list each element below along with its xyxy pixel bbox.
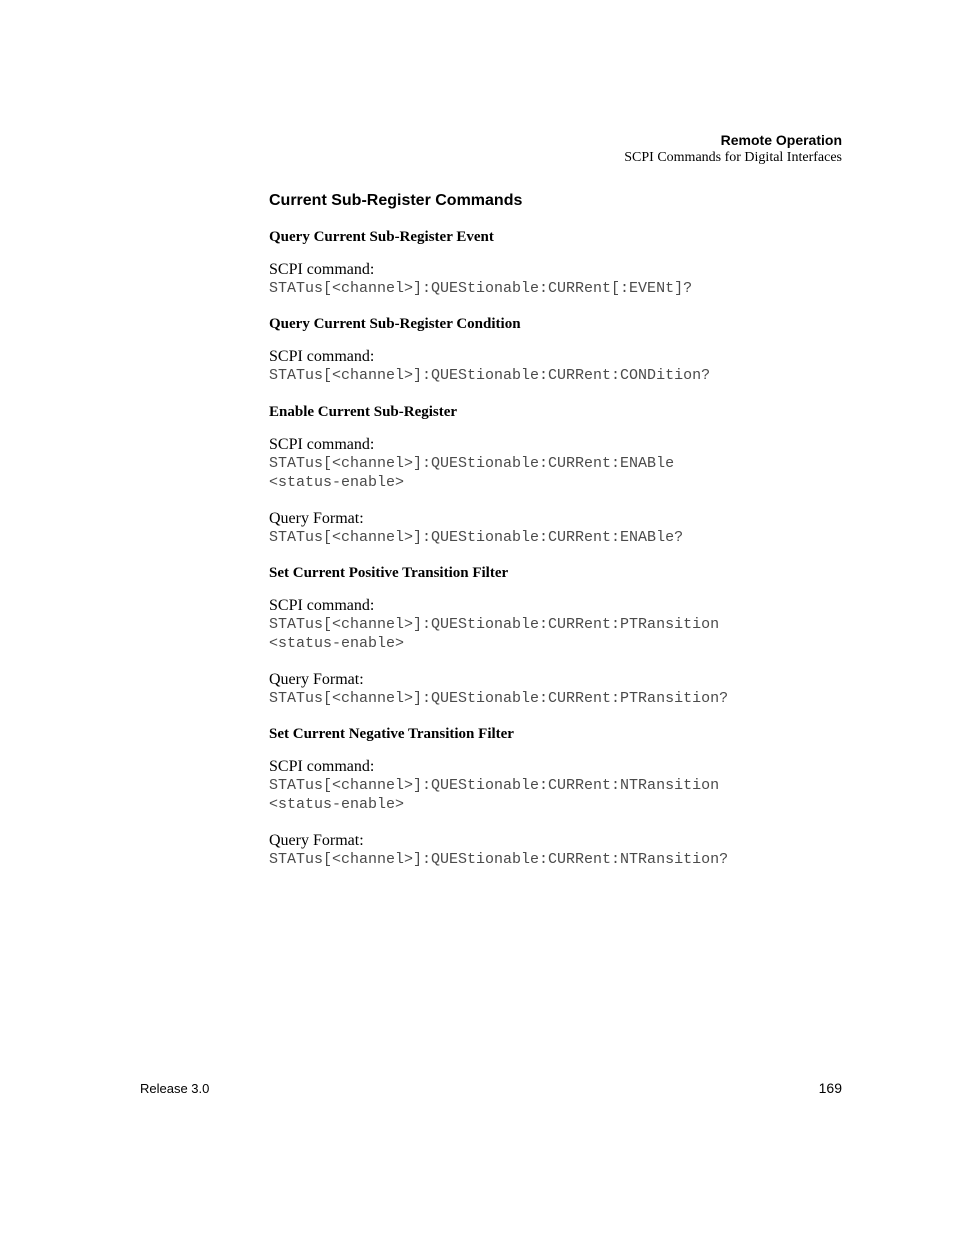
query-syntax: STATus[<channel>]:QUEStionable:CURRent:NTRansition?	[269, 851, 729, 868]
command-entry	[269, 596, 849, 653]
entry-label: Query Format:	[269, 832, 364, 849]
entry-label: SCPI command:	[269, 597, 375, 614]
entry-label: Query Format:	[269, 510, 364, 527]
entry-label: Query Format:	[269, 671, 364, 688]
footer-release: Release 3.0	[140, 1081, 210, 1096]
command-parameter: <status-enable>	[269, 474, 405, 491]
command-parameter: <status-enable>	[269, 635, 405, 652]
subsection-positive-transition	[269, 564, 849, 708]
subsection-query-event	[269, 228, 849, 298]
subsection-title: Enable Current Sub-Register	[269, 404, 458, 420]
command-entry	[269, 435, 849, 492]
command-entry	[269, 347, 849, 385]
command-syntax: STATus[<channel>]:QUEStionable:CURRent:PTRansition	[269, 616, 720, 633]
command-entry	[269, 757, 849, 814]
query-entry	[269, 831, 849, 869]
running-header-section: SCPI Commands for Digital Interfaces	[624, 150, 842, 165]
subsection-title: Set Current Positive Transition Filter	[269, 565, 509, 581]
query-entry	[269, 509, 849, 547]
query-entry	[269, 670, 849, 708]
subsection-enable	[269, 403, 849, 547]
subsection-negative-transition	[269, 725, 849, 869]
entry-label: SCPI command:	[269, 261, 375, 278]
query-syntax: STATus[<channel>]:QUEStionable:CURRent:ENABle?	[269, 529, 684, 546]
subsection-query-condition	[269, 315, 849, 385]
entry-label: SCPI command:	[269, 348, 375, 365]
entry-label: SCPI command:	[269, 436, 375, 453]
entry-label: SCPI command:	[269, 758, 375, 775]
command-entry	[269, 260, 849, 298]
page-number: 169	[818, 1080, 842, 1096]
command-syntax: STATus[<channel>]:QUEStionable:CURRent[:EVENt]?	[269, 280, 693, 297]
command-parameter: <status-enable>	[269, 796, 405, 813]
subsection-title: Set Current Negative Transition Filter	[269, 726, 514, 742]
command-syntax: STATus[<channel>]:QUEStionable:CURRent:NTRansition	[269, 777, 720, 794]
section-title: Current Sub-Register Commands	[269, 192, 523, 209]
command-syntax: STATus[<channel>]:QUEStionable:CURRent:CONDition?	[269, 367, 711, 384]
main-content	[269, 191, 849, 880]
subsection-title: Query Current Sub-Register Condition	[269, 316, 521, 332]
subsection-title: Query Current Sub-Register Event	[269, 229, 494, 245]
running-header-chapter: Remote Operation	[720, 132, 842, 148]
command-syntax: STATus[<channel>]:QUEStionable:CURRent:ENABle	[269, 455, 675, 472]
query-syntax: STATus[<channel>]:QUEStionable:CURRent:PTRansition?	[269, 690, 729, 707]
